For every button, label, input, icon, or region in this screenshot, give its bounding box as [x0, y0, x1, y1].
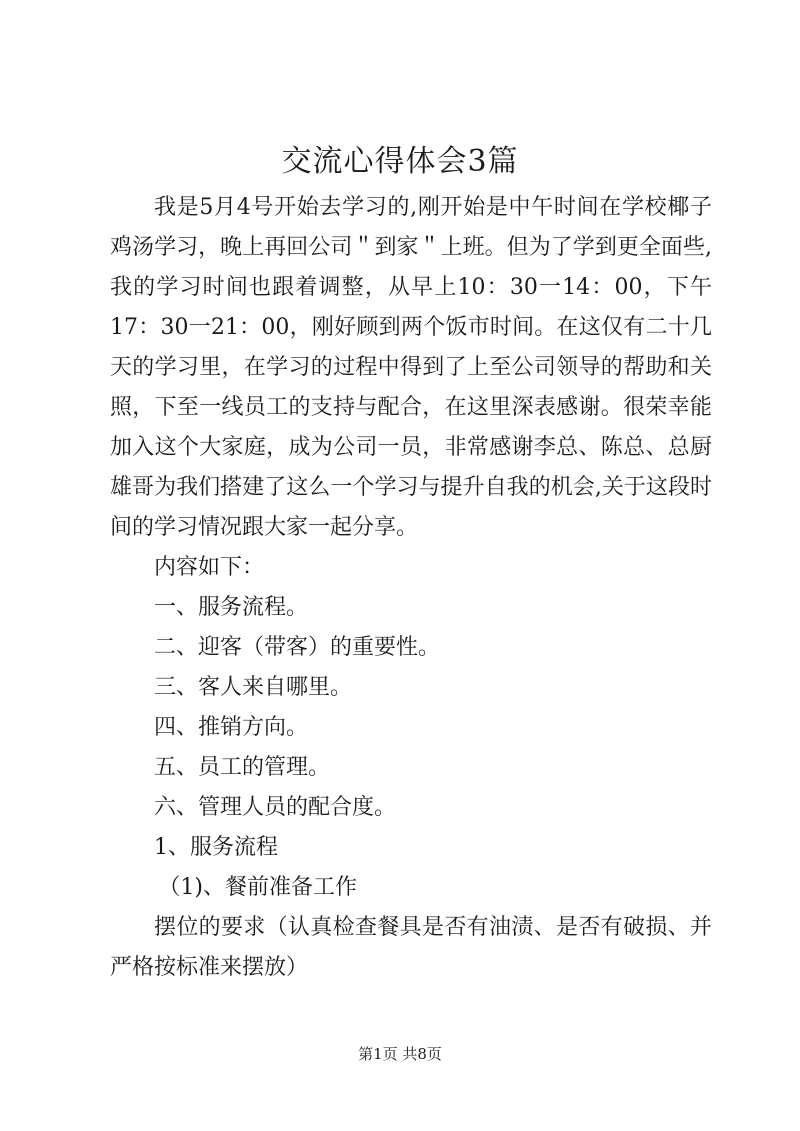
- list-item: 三、客人来自哪里。: [154, 675, 353, 700]
- document-body: [110, 188, 712, 988]
- page-footer: 第1页 共8页: [358, 1045, 442, 1063]
- list-item: 一、服务流程。: [154, 595, 309, 620]
- list-item: 五、员工的管理。: [154, 755, 331, 780]
- list-item: 四、推销方向。: [154, 715, 309, 740]
- subsection-heading: （1)、餐前准备工作: [158, 875, 357, 900]
- content-heading: 内容如下：: [154, 555, 265, 580]
- list-item: 六、管理人员的配合度。: [154, 795, 397, 820]
- document-title: 交流心得体会3篇: [281, 144, 519, 179]
- intro-paragraph: 我是5月4号开始去学习的,刚开始是中午时间在学校椰子鸡汤学习，晚上再回公司＂到家＂上班。但为了学到更全面些,我的学习时间也跟着调整，从早上10：30一14：00，下午17：30一21：00，刚好顾到两个饭市时间。在这仅有二十几天的学习里，在学习的过程中得到了上至公司领导的帮助和关照，下至一线员工的支持与配合，在这里深表感谢。很荣幸能加入这个大家庭，成为公司一员，非常感谢李总、陈总、总厨雄哥为我们搭建了这么一个学习与提升自我的机会,关于这段时间的学习情况跟大家一起分享。: [110, 195, 712, 540]
- closing-paragraph: 摆位的要求（认真检查餐具是否有油渍、是否有破损、并严格按标准来摆放）: [110, 915, 712, 980]
- section-heading: 1、服务流程: [154, 835, 278, 860]
- list-item: 二、迎客（带客）的重要性。: [154, 635, 441, 660]
